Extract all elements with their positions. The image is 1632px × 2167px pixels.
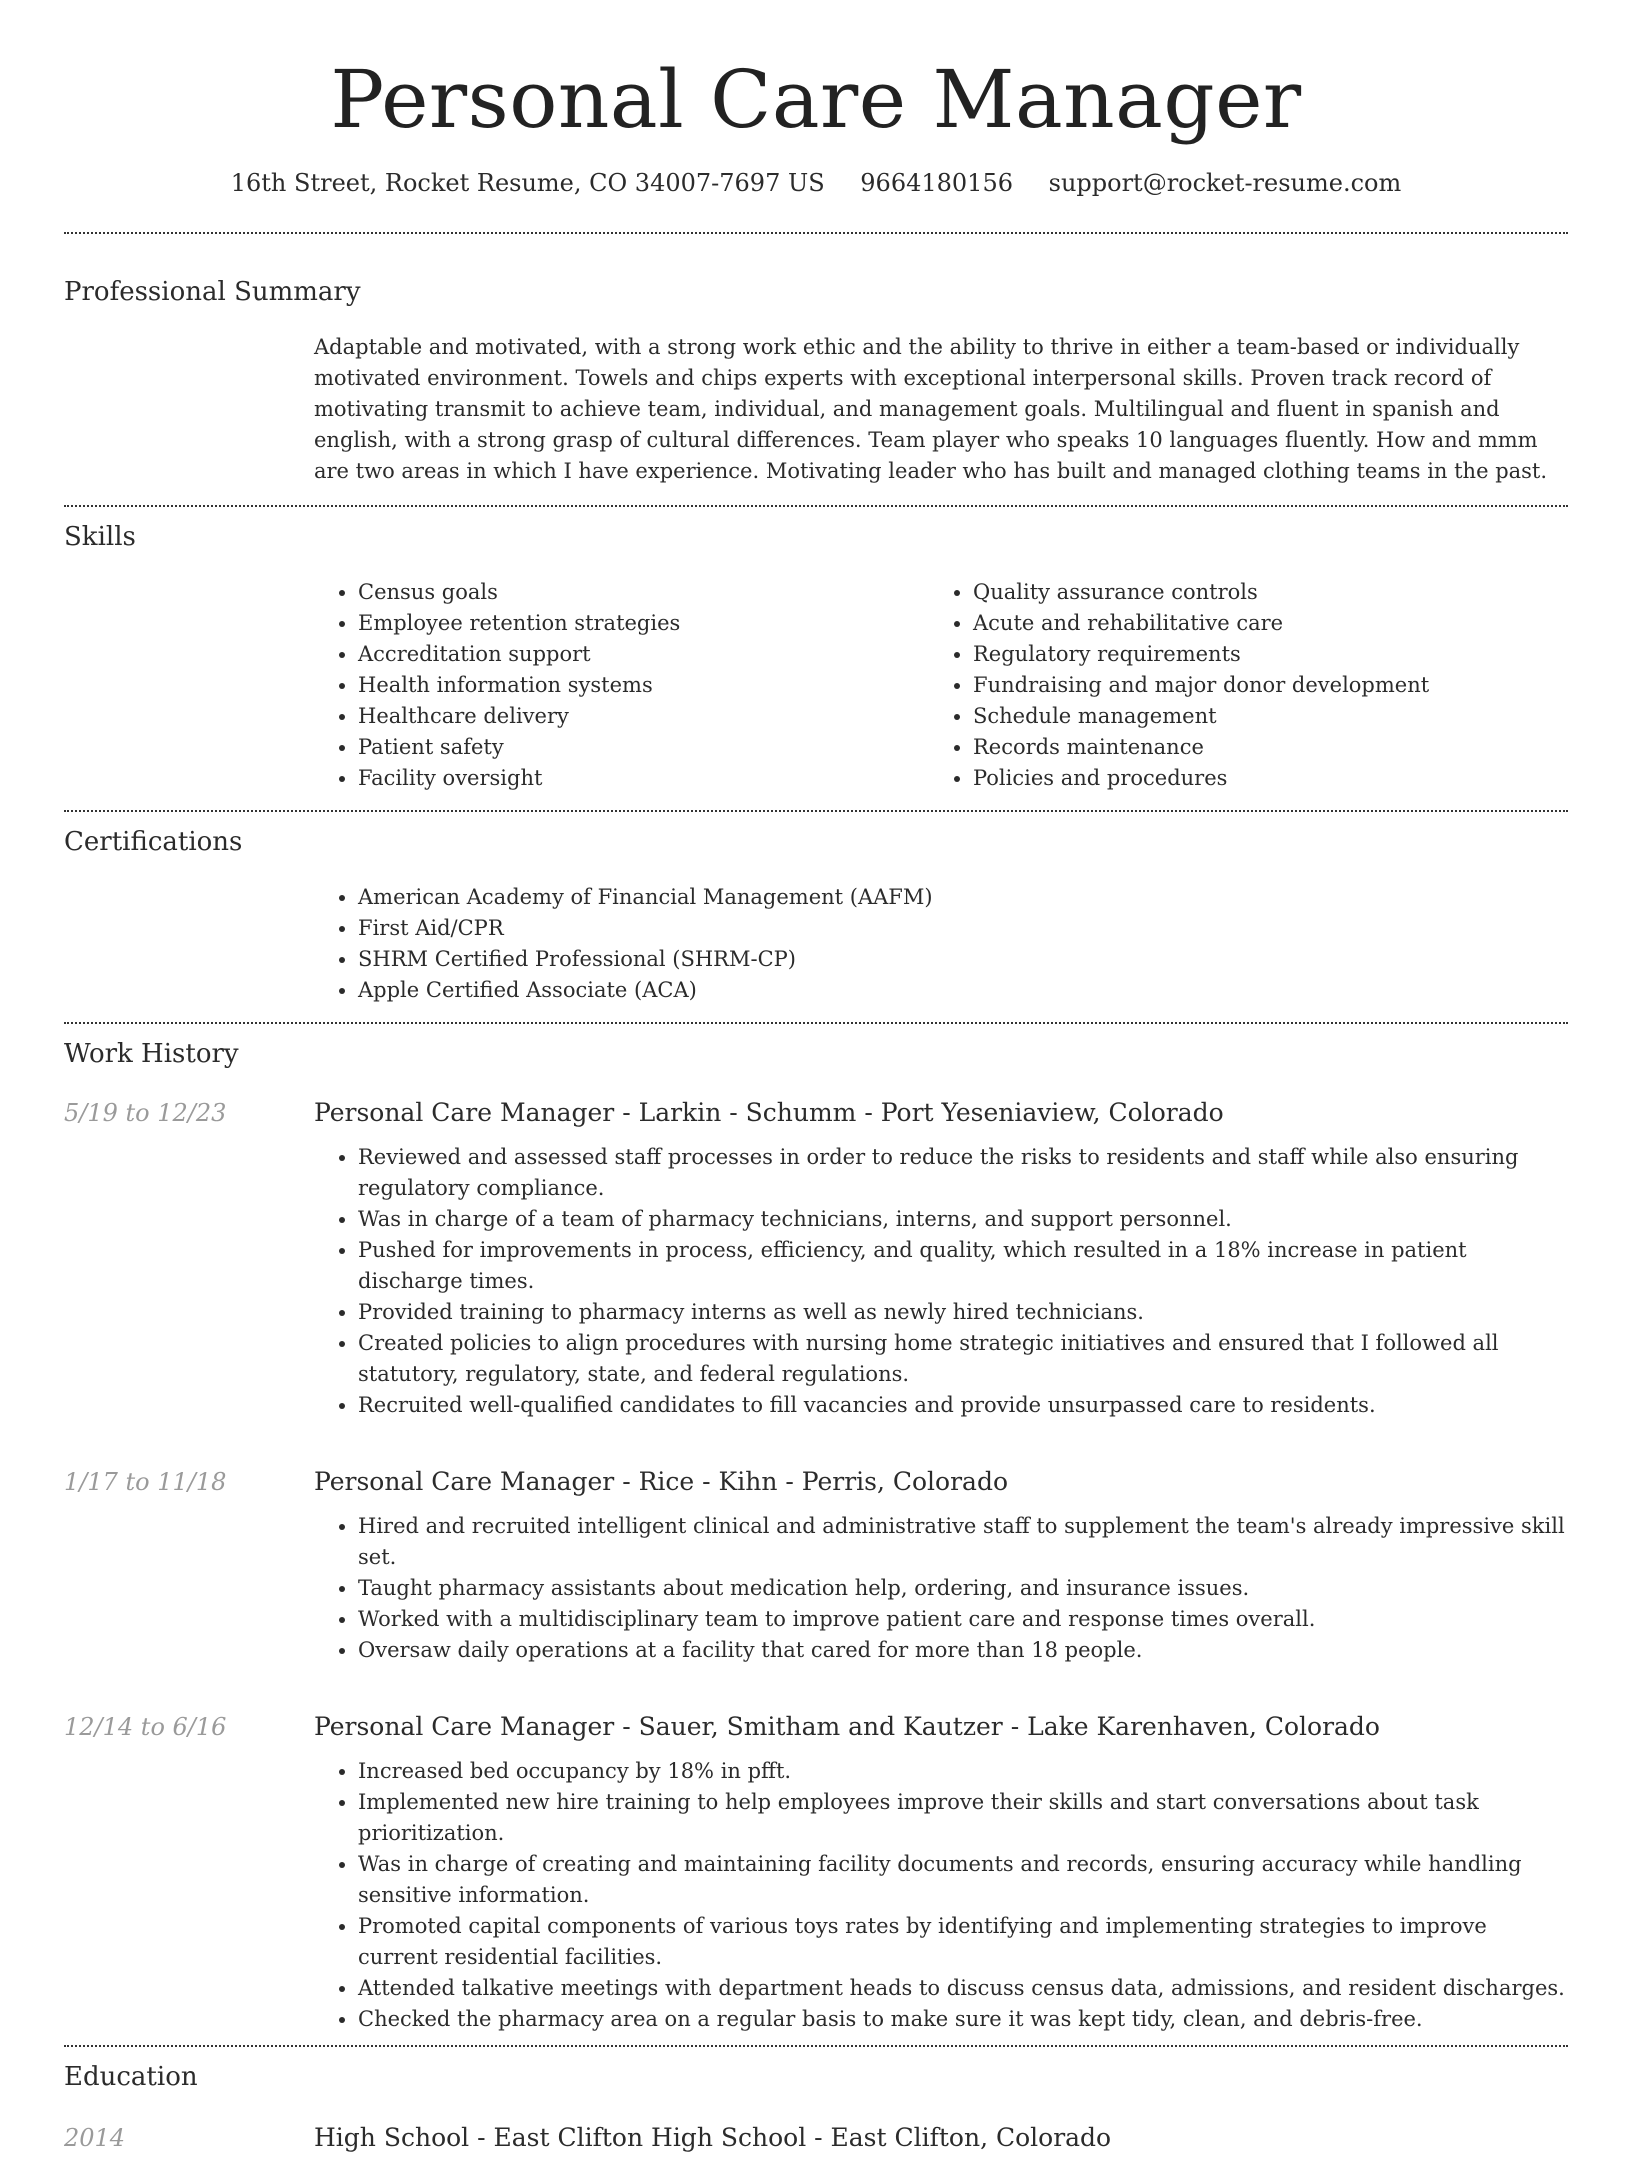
work-history-heading: Work History <box>64 1039 239 1069</box>
address-text: 16th Street, Rocket Resume, CO 34007-7697 US <box>230 169 825 197</box>
resume-page <box>64 0 1568 2167</box>
education-entry <box>64 2123 1568 2167</box>
job-entry <box>64 1467 1568 1676</box>
summary-text: Adaptable and motivated, with a strong work ethic and the ability to thrive in either a team-based or individually motivated environment. Towels and chips experts with exceptional interpersonal skills. Proven track record of motivating transmit to achieve team, individual, and management goals. Multilingual and fluent in spanish and english, with a strong grasp of cultural differences. Team player who speaks 10 languages fluently. How and mmm are two areas in which I have experience. Motivating leader who has built and managed clothing teams in the past. <box>314 335 1548 483</box>
email-link[interactable]: support@rocket-resume.com <box>1048 169 1402 197</box>
skill-item: • Schedule management <box>973 701 1544 732</box>
skill-item: • Facility oversight <box>358 763 929 794</box>
job-title: Personal Care Manager - Larkin - Schumm - Port Yeseniaview, Colorado <box>314 1098 1224 1127</box>
certification-item: • SHRM Certified Professional (SHRM-CP) <box>358 944 1568 975</box>
summary-heading: Professional Summary <box>64 277 361 307</box>
skill-item: • Patient safety <box>358 732 929 763</box>
job-date: 12/14 to 6/16 <box>64 1713 227 1741</box>
job-date: 5/19 to 12/23 <box>64 1099 227 1127</box>
education-title: High School - East Clifton High School - East Clifton, Colorado <box>314 2123 1112 2152</box>
skill-item: • Healthcare delivery <box>358 701 929 732</box>
job-bullet: • Worked with a multidisciplinary team to improve patient care and response times overall. <box>358 1604 1568 1635</box>
job-bullet: • Checked the pharmacy area on a regular basis to make sure it was kept tidy, clean, and debris-free. <box>358 2004 1568 2035</box>
resume-name: Personal Care Manager <box>330 53 1302 146</box>
job-bullet: • Pushed for improvements in process, efficiency, and quality, which resulted in a 18% increase in patient discharge times. <box>358 1235 1568 1297</box>
job-bullet: • Was in charge of a team of pharmacy technicians, interns, and support personnel. <box>358 1204 1568 1235</box>
job-bullet: • Was in charge of creating and maintaining facility documents and records, ensuring accuracy while handling sensitive information. <box>358 1849 1568 1911</box>
skills-list-right <box>929 577 1544 794</box>
certifications-list <box>314 882 1568 1006</box>
education-date: 2014 <box>64 2124 126 2152</box>
skill-item: • Health information systems <box>358 670 929 701</box>
job-bullet: • Implemented new hire training to help employees improve their skills and start conversations about task prioritization. <box>358 1787 1568 1849</box>
divider <box>64 505 1568 507</box>
job-date: 1/17 to 11/18 <box>64 1468 227 1496</box>
skill-item: • Accreditation support <box>358 639 929 670</box>
job-bullet: • Attended talkative meetings with department heads to discuss census data, admissions, and resident discharges. <box>358 1973 1568 2004</box>
job-bullet: • Hired and recruited intelligent clinical and administrative staff to supplement the team's already impressive skill set. <box>358 1511 1568 1573</box>
divider <box>64 2045 1568 2047</box>
job-bullet: • Recruited well-qualified candidates to fill vacancies and provide unsurpassed care to residents. <box>358 1390 1568 1421</box>
skills-heading: Skills <box>64 522 136 552</box>
job-title: Personal Care Manager - Sauer, Smitham and Kautzer - Lake Karenhaven, Colorado <box>314 1712 1380 1741</box>
job-bullets <box>314 1756 1568 2035</box>
divider <box>64 232 1568 234</box>
job-bullet: • Reviewed and assessed staff processes in order to reduce the risks to residents and staff while also ensuring regulatory compliance. <box>358 1142 1568 1204</box>
certification-item: • American Academy of Financial Management (AAFM) <box>358 882 1568 913</box>
divider <box>64 810 1568 812</box>
skill-item: • Regulatory requirements <box>973 639 1544 670</box>
skill-item: • Employee retention strategies <box>358 608 929 639</box>
contact-line <box>64 168 1568 198</box>
job-bullet: • Provided training to pharmacy interns as well as newly hired technicians. <box>358 1297 1568 1328</box>
job-bullet: • Promoted capital components of various toys rates by identifying and implementing strategies to improve current residential facilities. <box>358 1911 1568 1973</box>
education-heading: Education <box>64 2062 198 2092</box>
job-bullet: • Increased bed occupancy by 18% in pfft. <box>358 1756 1568 1787</box>
skills-list-left <box>314 577 929 794</box>
skill-item: • Records maintenance <box>973 732 1544 763</box>
certification-item: • First Aid/CPR <box>358 913 1568 944</box>
skill-item: • Acute and rehabilitative care <box>973 608 1544 639</box>
divider <box>64 1022 1568 1024</box>
job-title: Personal Care Manager - Rice - Kihn - Perris, Colorado <box>314 1467 1009 1496</box>
skills-grid <box>314 577 1568 794</box>
job-bullet: • Taught pharmacy assistants about medication help, ordering, and insurance issues. <box>358 1573 1568 1604</box>
job-bullets <box>314 1142 1568 1421</box>
skill-item: • Fundraising and major donor development <box>973 670 1544 701</box>
job-entry <box>64 1098 1568 1431</box>
certification-item: • Apple Certified Associate (ACA) <box>358 975 1568 1006</box>
skill-item: • Census goals <box>358 577 929 608</box>
job-bullet: • Created policies to align procedures with nursing home strategic initiatives and ensured that I followed all statutory, regulatory, state, and federal regulations. <box>358 1328 1568 1390</box>
job-bullets <box>314 1511 1568 1666</box>
job-bullet: • Oversaw daily operations at a facility that cared for more than 18 people. <box>358 1635 1568 1666</box>
skill-item: • Quality assurance controls <box>973 577 1544 608</box>
certifications-heading: Certifications <box>64 827 243 857</box>
phone-text: 9664180156 <box>860 169 1013 197</box>
job-entry <box>64 1712 1568 2045</box>
skill-item: • Policies and procedures <box>973 763 1544 794</box>
